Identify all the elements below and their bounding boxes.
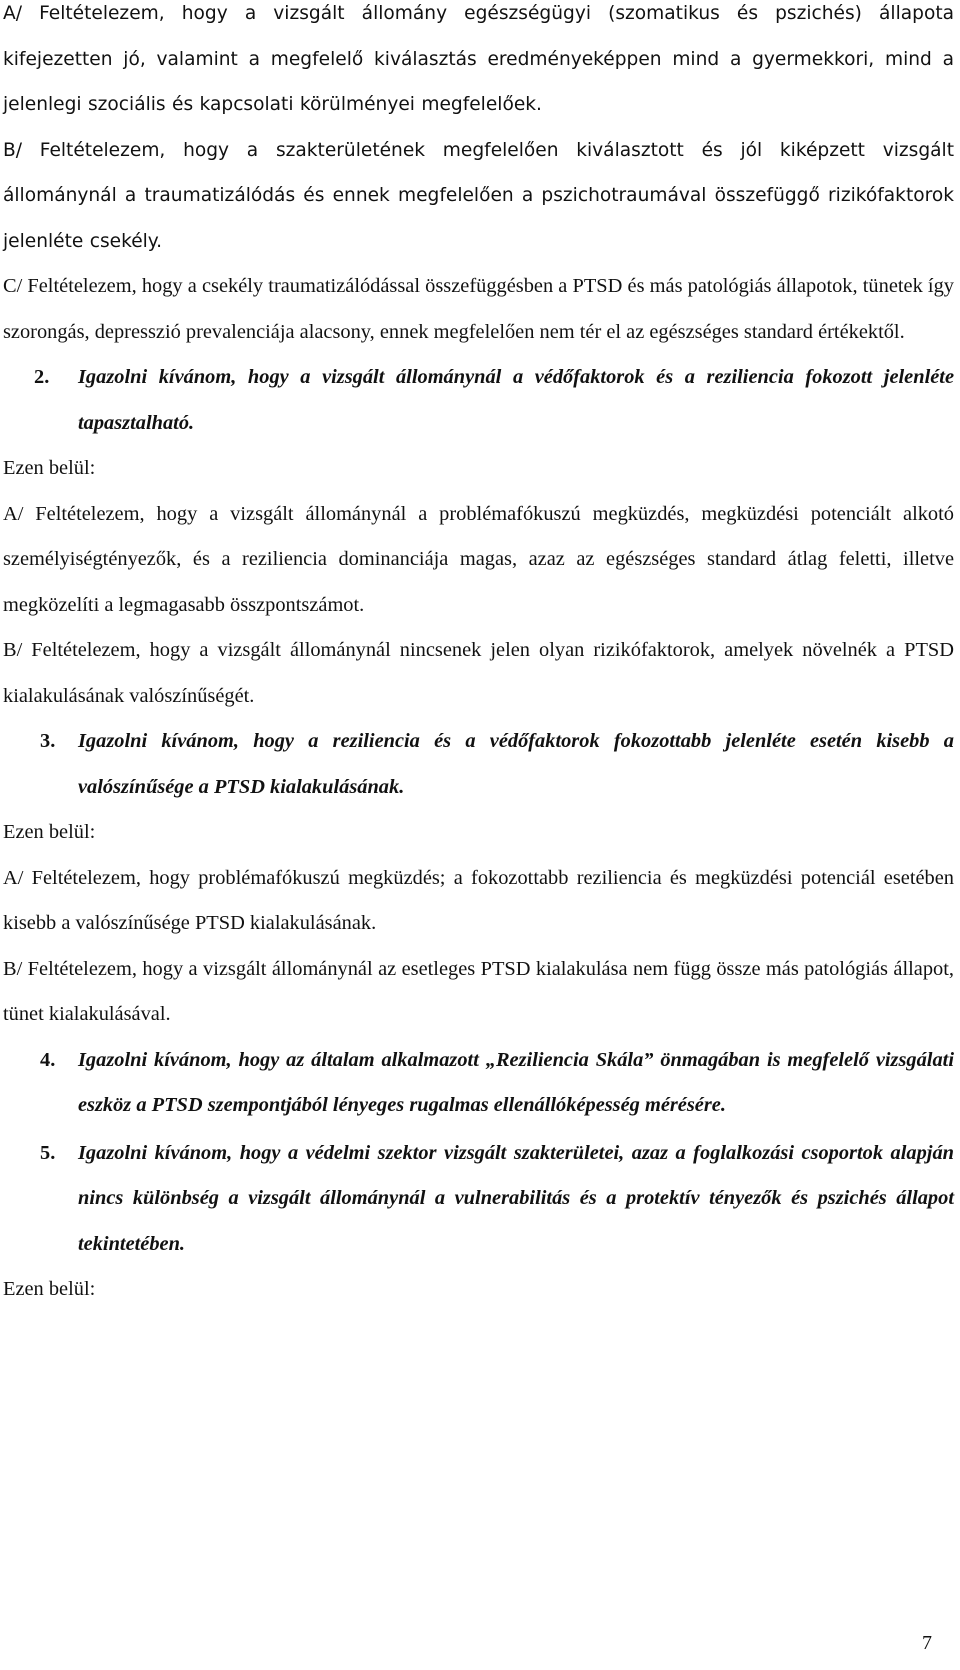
paragraph-hypothesis-2b: B/ Feltételezem, hogy a vizsgált állománynál nincsenek jelen olyan rizikófaktorok, amelyek növelnék a PTSD kialakulásának valószínűségét.	[3, 639, 954, 707]
paragraph-hypothesis-2a: A/ Feltételezem, hogy a vizsgált állománynál a problémafókuszú megküzdés, megküzdési potenciált alkotó személyiségtényezők, és a reziliencia dominanciája magas, azaz az egészséges standard átlag feletti, illetve megközelíti a legmagasabb összpontszámot.	[3, 502, 954, 616]
hypothesis-2	[3, 355, 954, 446]
page-number: 7	[922, 1632, 932, 1654]
hypothesis-3	[3, 719, 954, 810]
hypothesis-number: 5.	[40, 1141, 56, 1164]
paragraph-hypothesis-3b: B/ Feltételezem, hogy a vizsgált állománynál az esetleges PTSD kialakulása nem függ össze más patológiás állapot, tünet kialakulásával.	[3, 957, 954, 1025]
hypothesis-number: 3.	[40, 730, 56, 752]
paragraph-hypothesis-3a: A/ Feltételezem, hogy problémafókuszú megküzdés; a fokozottabb reziliencia és megküzdési potenciál esetében kisebb a valószínűsége PTSD kialakulásának.	[3, 866, 954, 934]
within-label: Ezen belül:	[3, 457, 96, 479]
hypothesis-4	[3, 1038, 954, 1129]
hypothesis-5	[3, 1131, 954, 1268]
within-label: Ezen belül:	[3, 1278, 96, 1300]
paragraph-hypothesis-1b: B/ Feltételezem, hogy a szakterületének megfelelően kiválasztott és jól kiképzett vizsgált állománynál a traumatizálódás és ennek megfelelően a pszichotraumával összefüggő rizikófaktorok jelenléte csekély.	[3, 139, 954, 252]
hypothesis-text: Igazolni kívánom, hogy a vizsgált állománynál a védőfaktorok és a reziliencia fokozott jelenléte tapasztalható.	[78, 366, 954, 434]
paragraph-hypothesis-1c: C/ Feltételezem, hogy a csekély traumatizálódással összefüggésben a PTSD és más patológiás állapotok, tünetek így szorongás, depresszió prevalenciája alacsony, ennek megfelelően nem tér el az egészséges standard értékektől.	[3, 275, 954, 343]
within-label: Ezen belül:	[3, 821, 96, 843]
hypothesis-text: Igazolni kívánom, hogy az általam alkalmazott „Reziliencia Skála” önmagában is megfelelő vizsgálati eszköz a PTSD szempontjából lényeges rugalmas ellenállóképesség mérésére.	[78, 1048, 954, 1116]
hypothesis-text: Igazolni kívánom, hogy a reziliencia és a védőfaktorok fokozottabb jelenléte esetén kisebb a valószínűsége a PTSD kialakulásának.	[78, 730, 954, 798]
hypothesis-number: 4.	[40, 1048, 56, 1071]
paragraph-hypothesis-1a: A/ Feltételezem, hogy a vizsgált állomány egészségügyi (szomatikus és pszichés) állapota kifejezetten jó, valamint a megfelelő kiválasztás eredményeképpen mind a gyermekkori, mind a jelenlegi szociális és kapcsolati körülményei megfelelőek.	[3, 3, 954, 115]
hypothesis-text: Igazolni kívánom, hogy a védelmi szektor vizsgált szakterületei, azaz a foglalkozási csoportok alapján nincs különbség a vizsgált állománynál a vulnerabilitás és a protektív tényezők és pszichés állapot tekintetében.	[78, 1141, 954, 1255]
hypothesis-number: 2.	[34, 366, 50, 388]
